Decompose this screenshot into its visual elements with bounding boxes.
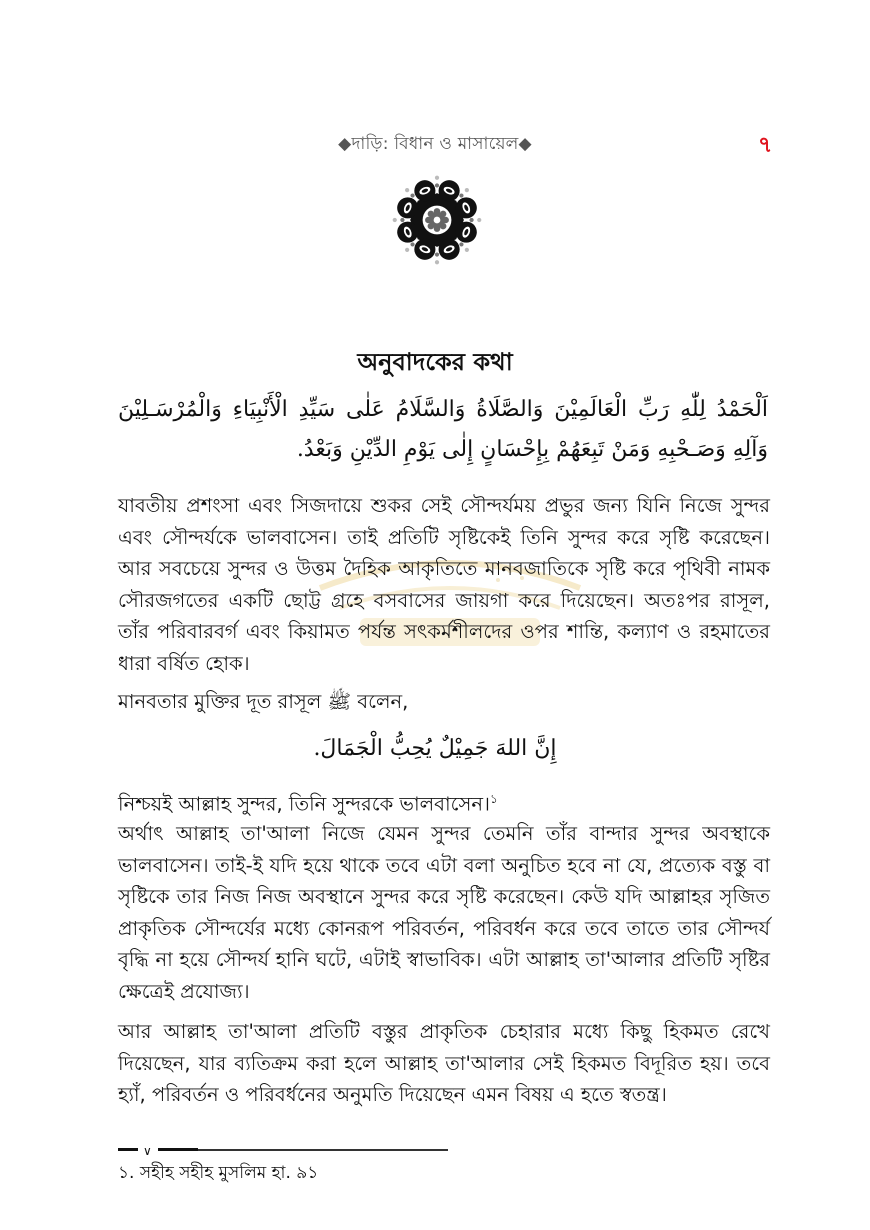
footnote-marker[interactable]: ১ [490,792,498,806]
hadith-translation-text: নিশ্চয়ই আল্লাহ সুন্দর, তিনি সুন্দরকে ভালবাসেন। [118,792,490,816]
paragraph-explanation: অর্থাৎ আল্লাহ তা'আলা নিজে যেমন সুন্দর তেমনি তাঁর বান্দার সুন্দর অবস্থাকে ভালবাসেন। তাই-ই যদি হয়ে থাকে তবে এটা বলা অনুচিত হবে না যে, প্রত্যেক বস্তু বা সৃষ্টিকে তার নিজ নিজ অবস্থানে সুন্দর করে সৃষ্টি করেছেন। কেউ যদি আল্লাহর সৃজিত প্রাকৃতিক সৌন্দর্যের মধ্যে কোনরূপ পরিবর্তন, পরিবর্ধন করে তবে তাতে তার সৌন্দর্য বৃদ্ধি না হয়ে সৌন্দর্য হানি ঘটে, এটাই স্বাভাবিক। এটা আল্লাহ তা'আলার প্রতিটি সৃষ্টির ক্ষেত্রেই প্রযোজ্য। [118,822,770,1003]
section-title: অনুবাদকের কথা [357,348,513,376]
hadith-arabic: إِنَّ اللهَ جَمِيْلٌ يُحِبُّ الْجَمَالَ. [313,736,557,761]
floral-ornament-icon [389,172,485,268]
paragraph-praise: যাবতীয় প্রশংসা এবং সিজদায়ে শুকর সেই সৌন্দর্যময় প্রভুর জন্য যিনি নিজে সুন্দর এবং সৌন্দর্যকে ভালবাসেন। তাই প্রতিটি সৃষ্টিকেই তিনি সুন্দর করে সৃষ্টি করেছেন। আর সবচেয়ে সুন্দর ও উত্তম দৈহিক আকৃতিতে মানবজাতিকে সৃষ্টি করে পৃথিবী নামক সৌরজগতের একটি ছোট্ট গ্রহে বসবাসের জায়গা করে দিয়েছেন। অতঃপর রাসূল, তাঁর পরিবারবর্গ এবং কিয়ামত পর্যন্ত সৎকর্মশীলদের ওপর শান্তি, কল্যাণ ও রহমাতের ধারা বর্ষিত হোক। [118,494,770,675]
footnote-divider-chevron-icon: ∨ [143,1144,152,1158]
paragraph-wisdom: আর আল্লাহ তা'আলা প্রতিটি বস্তুর প্রাকৃতিক চেহারার মধ্যে কিছু হিকমত রেখে দিয়েছেন, যার ব্যতিক্রম করা হলে আল্লাহ তা'আলার সেই হিকমত বিদূরিত হয়। তবে হ্যাঁ, পরিবর্তন ও পরিবর্ধনের অনুমতি দিয়েছেন এমন বিষয় এ হতে স্বতন্ত্র। [118,1020,770,1106]
page-number: ৭ [758,133,773,158]
footnote-text: ১. সহীহ সহীহ মুসলিম হা. ৯১ [118,1163,319,1183]
paragraph-hadith-intro: মানবতার মুক্তির দূত রাসূল ﷺ বলেন, [118,690,409,713]
paragraph-hadith-translation [118,784,770,820]
running-head: ◆দাড়ি: বিধান ও মাসায়েল◆ [338,134,532,154]
arabic-opening-invocation: اَلْحَمْدُ لِلّٰهِ رَبِّ الْعَالَمِيْنَ وَالصَّلَاةُ وَالسَّلَامُ عَلٰى سَيِّدِ الْأَنْبِيَاءِ وَالْمُرْسَـلِيْنَ وَآلِهِ وَصَـحْبِهِ وَمَنْ تَبِعَهُمْ بِإِحْسَانٍ إِلٰى يَوْمِ الدِّيْنِ وَبَعْدُ. [118,397,768,462]
